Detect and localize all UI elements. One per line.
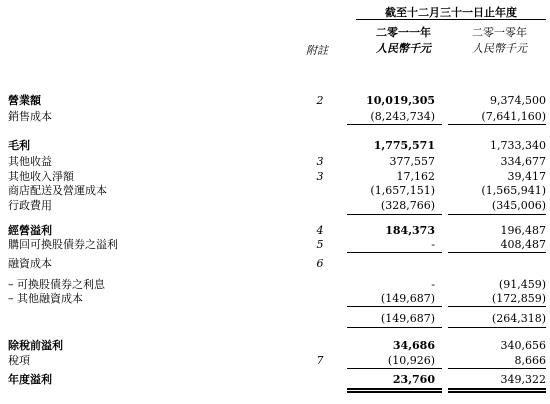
row-value-2011: 34,686 xyxy=(392,339,435,352)
rule-line xyxy=(448,306,546,307)
row-value-2011: 1,775,571 xyxy=(373,139,435,152)
row-value-2010: (172,859) xyxy=(491,292,546,305)
col2-year: 二零一零年 xyxy=(472,26,527,39)
row-label: 購回可換股債券之溢利 xyxy=(8,238,118,251)
rule-line xyxy=(448,252,546,253)
rule-line xyxy=(347,252,442,253)
row-value-2010: 39,417 xyxy=(507,170,546,183)
row-note: 3 xyxy=(316,155,324,168)
row-value-2011: 377,557 xyxy=(389,155,435,168)
table-row xyxy=(0,312,550,326)
row-value-2010: (7,641,160) xyxy=(481,110,546,123)
row-value-2010: 9,374,500 xyxy=(490,94,546,107)
rule-line xyxy=(448,214,546,215)
table-row xyxy=(0,292,550,306)
row-value-2010: 349,322 xyxy=(500,373,546,386)
row-label: 商店配送及營運成本 xyxy=(8,184,107,197)
rule-line xyxy=(448,327,546,328)
row-value-2011: (149,687) xyxy=(380,292,435,305)
table-row xyxy=(0,257,550,271)
table-row xyxy=(0,373,550,387)
rule-line xyxy=(347,124,442,125)
row-value-2011: (328,766) xyxy=(380,199,435,212)
row-value-2011: 184,373 xyxy=(385,224,435,237)
table-row xyxy=(0,224,550,238)
table-row xyxy=(0,110,550,124)
rule-line xyxy=(448,368,546,369)
row-value-2011: 23,760 xyxy=(392,373,435,386)
table-row xyxy=(0,354,550,368)
row-label: 融資成本 xyxy=(8,257,52,270)
row-label: 毛利 xyxy=(8,139,30,152)
rule-line xyxy=(347,306,442,307)
rule-line xyxy=(448,124,546,125)
row-value-2011: - xyxy=(431,278,435,291)
row-label: 年度溢利 xyxy=(8,373,52,386)
rule-line xyxy=(448,391,546,393)
period-underline xyxy=(356,19,546,20)
row-value-2011: (10,926) xyxy=(387,354,435,367)
row-note: 2 xyxy=(316,94,324,107)
table-row xyxy=(0,238,550,252)
rule-line xyxy=(347,214,442,215)
row-value-2011: 10,019,305 xyxy=(366,94,435,107)
table-row xyxy=(0,199,550,213)
col2-unit: 人民幣千元 xyxy=(472,42,527,55)
table-row xyxy=(0,339,550,353)
rule-line xyxy=(347,327,442,328)
row-note: 6 xyxy=(316,257,324,270)
row-label: 其他收入淨額 xyxy=(8,170,74,183)
col1-unit: 人民幣千元 xyxy=(376,42,431,55)
row-label: 除稅前溢利 xyxy=(8,339,63,352)
row-value-2010: 8,666 xyxy=(514,354,546,367)
row-label: 其他收益 xyxy=(8,155,52,168)
note-column-heading: 附註 xyxy=(306,44,328,57)
col1-year: 二零一一年 xyxy=(376,26,431,39)
row-label: 稅項 xyxy=(8,354,30,367)
row-value-2010: (264,318) xyxy=(491,312,546,325)
table-row xyxy=(0,184,550,198)
table-row xyxy=(0,155,550,169)
period-heading: 截至十二月三十一日止年度 xyxy=(385,6,517,19)
row-value-2010: (1,565,941) xyxy=(481,184,546,197)
row-note: 3 xyxy=(316,170,324,183)
rule-line xyxy=(448,388,546,390)
row-value-2010: (345,006) xyxy=(491,199,546,212)
row-note: 7 xyxy=(316,354,324,367)
row-label: 行政費用 xyxy=(8,199,52,212)
row-value-2010: (91,459) xyxy=(498,278,546,291)
row-value-2010: 340,656 xyxy=(500,339,546,352)
row-value-2011: (149,687) xyxy=(380,312,435,325)
row-value-2010: 334,677 xyxy=(500,155,546,168)
row-note: 4 xyxy=(316,224,324,237)
rule-line xyxy=(347,388,442,390)
row-label: – 其他融資成本 xyxy=(8,292,83,305)
row-value-2011: - xyxy=(431,238,435,251)
row-value-2011: (8,243,734) xyxy=(370,110,435,123)
table-row xyxy=(0,139,550,153)
row-label: 營業額 xyxy=(8,94,41,107)
row-label: 銷售成本 xyxy=(8,110,52,123)
row-label: – 可換股債券之利息 xyxy=(8,278,105,291)
rule-line xyxy=(347,368,442,369)
row-label: 經營溢利 xyxy=(8,224,52,237)
table-row xyxy=(0,278,550,292)
row-value-2011: (1,657,151) xyxy=(370,184,435,197)
table-row xyxy=(0,94,550,108)
row-value-2010: 408,487 xyxy=(500,238,546,251)
row-value-2010: 1,733,340 xyxy=(490,139,546,152)
row-value-2011: 17,162 xyxy=(396,170,435,183)
row-value-2010: 196,487 xyxy=(500,224,546,237)
table-row xyxy=(0,170,550,184)
row-note: 5 xyxy=(316,238,324,251)
rule-line xyxy=(347,391,442,393)
